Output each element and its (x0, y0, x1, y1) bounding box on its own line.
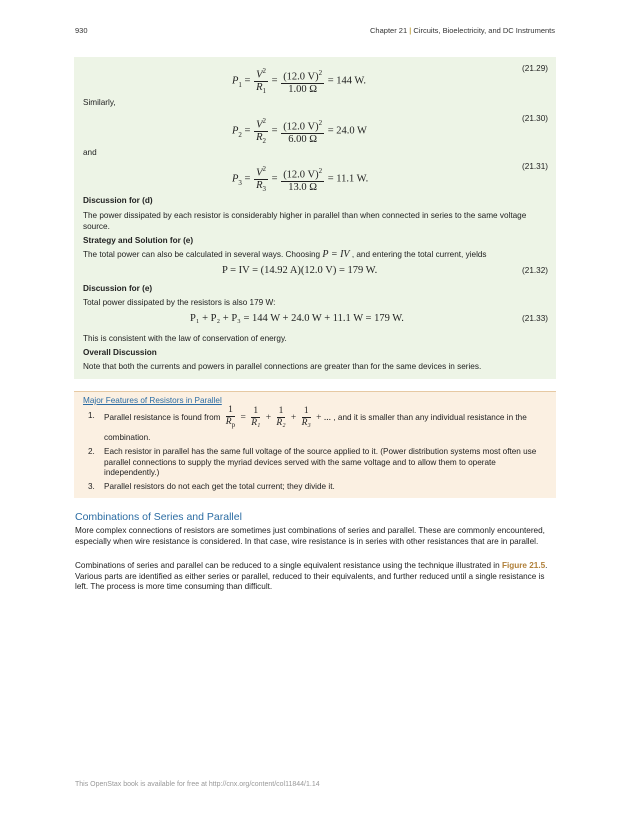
section-paragraph-1: More complex connections of resistors are sometimes just combinations of series and parallel. These are commonly encountered, especially when wire resistance is considered. In that case, wire resistance is in series with other resistances that are in parallel. (75, 526, 545, 546)
equation-21-32: P = IV = (14.92 A)(12.0 V) = 179 W. (222, 265, 378, 276)
equation-number-21-30: (21.30) (522, 114, 548, 123)
and-text: and (83, 148, 97, 157)
equation-number-21-31: (21.31) (522, 162, 548, 171)
features-title: Major Features of Resistors in Parallel (83, 396, 222, 405)
figure-link[interactable]: Figure 21.5 (501, 561, 546, 570)
footer-note: This OpenStax book is available for free at http://cnx.org/content/col11844/1.14 (75, 781, 320, 788)
overall-discussion-text: Note that both the currents and powers in parallel connections are greater than for the same devices in series. (83, 362, 482, 371)
chapter-label: Chapter 21 (370, 26, 408, 35)
feature-2-text: Each resistor in parallel has the same full voltage of the source applied to it. (Power distribution systems most often use parallel connections to supply the myriad devices served with the same voltage and to allow them to operate independently.) (104, 447, 537, 477)
equation-21-31: $P_3$ = $\frac{V^2}{R_3}$ = $\frac{(12.0 V)^2}{13.0 \Omega}$ = 11.1 W. (232, 165, 369, 193)
running-header (370, 26, 555, 35)
similarly-text: Similarly, (83, 98, 116, 107)
discussion-d-text: The power dissipated by each resistor is considerably higher in parallel than when connected in series to the same voltage source. (83, 211, 527, 231)
feature-1-number: 1. (88, 411, 95, 420)
equation-21-30: $P_2$ = $\frac{V^2}{R_2}$ = $\frac{(12.0 V)^2}{6.00 \Omega}$ = 24.0 W (232, 117, 367, 145)
discussion-e-heading: Discussion for (e) (83, 284, 153, 293)
header-separator: | (409, 26, 412, 35)
equation-number-21-33: (21.33) (522, 314, 548, 323)
equation-21-29: $P_1$ = $\frac{V^2}{R_1}$ = $\frac{(12.0 V)^2}{1.00 \Omega}$ = 144 W. (232, 67, 367, 95)
equation-number-21-32: (21.32) (522, 266, 548, 275)
page-number: 930 (75, 26, 88, 35)
section-title: Combinations of Series and Parallel (75, 511, 242, 523)
section-paragraph-2: Combinations of series and parallel can be reduced to a single equivalent resistance using the technique illustrated in Figure 21.5. Various parts are identified as either series or parallel, reduced to their equivalents, and further reduced until a single resistance is left. The process is more time consuming than difficult. (75, 561, 548, 591)
conservation-text: This is consistent with the law of conservation of energy. (83, 334, 287, 343)
feature-1-continuation: combination. (104, 433, 151, 442)
discussion-d-heading: Discussion for (d) (83, 196, 153, 205)
equation-21-33: P₁ + P₂ + P₃ = 144 W + 24.0 W + 11.1 W = 179 W. (190, 313, 404, 324)
strategy-e-text: The total power can also be calculated in several ways. Choosing P = IV , and entering the total current, yields (83, 249, 487, 260)
strategy-e-heading: Strategy and Solution for (e) (83, 236, 194, 245)
equation-number-21-29: (21.29) (522, 64, 548, 73)
feature-2-number: 2. (88, 447, 95, 456)
feature-3-text: Parallel resistors do not each get the total current; they divide it. (104, 482, 335, 491)
feature-1-text: Parallel resistance is found from $\frac{1}{R_p}$ = $\frac{1}{\text{R₁}}$ + $\frac{1}{\text{R₂}}$ + $\frac{1}{\text{R₃}}$ + ... , and it is smaller than any individual resistance in the (104, 405, 527, 429)
overall-discussion-heading: Overall Discussion (83, 348, 157, 357)
chapter-title: Circuits, Bioelectricity, and DC Instruments (413, 26, 555, 35)
discussion-e-text: Total power dissipated by the resistors is also 179 W: (83, 298, 276, 307)
feature-3-number: 3. (88, 482, 95, 491)
